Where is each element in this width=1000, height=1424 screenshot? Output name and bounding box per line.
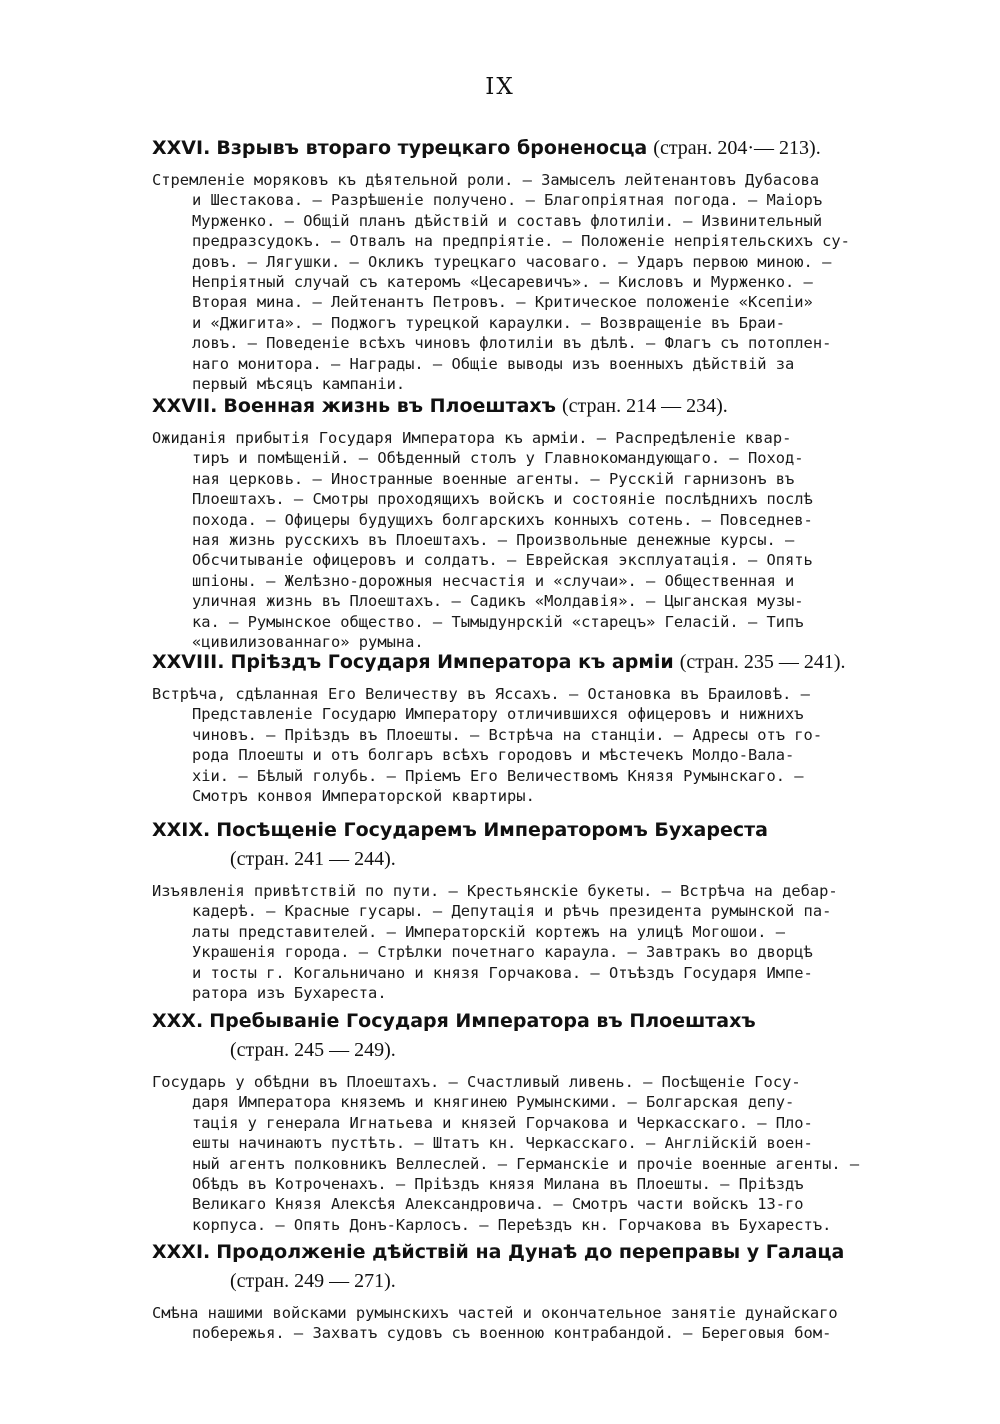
- section-summary: [0, 881, 1000, 1003]
- section-pages: (стран. 245 — 249).: [230, 1039, 396, 1061]
- section-title: Пріѣздъ Государя Императора къ арміи: [230, 651, 674, 673]
- section-title: Взрывъ втораго турецкаго броненосца: [216, 137, 648, 159]
- section-title: Пребываніе Государя Императора въ Плоештахъ: [209, 1010, 756, 1032]
- section-heading: [0, 135, 1000, 162]
- summary-line: Смѣна нашими войсками румынскихъ частей и окончательное занятіе дунайскаго: [152, 1304, 838, 1322]
- section-heading: [0, 817, 1000, 844]
- section-title: Продолженіе дѣйствій на Дунаѣ до переправы у Галаца: [216, 1241, 845, 1263]
- summary-line: уличная жизнь въ Плоештахъ. — Садикъ «Молдавія». — Цыганская музы-: [192, 592, 804, 611]
- summary-line: тиръ и помѣщеній. — Обѣденный столъ у Главнокомандующаго. — Поход-: [192, 449, 804, 468]
- section-summary: [0, 1072, 1000, 1235]
- section-number: XXVII.: [152, 395, 218, 417]
- toc-section: [0, 1008, 1000, 1235]
- summary-line: ратора изъ Бухареста.: [192, 984, 387, 1003]
- summary-line: тація у генерала Игнатьева и князей Горчакова и Черкасскаго. — Пло-: [192, 1113, 813, 1132]
- summary-line: Непріятный случай съ катеромъ «Цесаревичъ». — Кисловъ и Мурженко. —: [192, 273, 813, 292]
- summary-line: наго монитора. — Награды. — Общіе выводы изъ военныхъ дѣйствій за: [192, 354, 795, 373]
- toc-section: [0, 817, 1000, 1003]
- toc-section: [0, 649, 1000, 806]
- toc-section: [0, 135, 1000, 394]
- summary-line: Ожиданія прибытія Государя Императора къ арміи. — Распредѣленіе квар-: [152, 429, 792, 447]
- summary-line: Представленіе Государю Императору отличившихся офицеровъ и нижнихъ: [192, 705, 804, 724]
- section-pages-line: [230, 1268, 1000, 1295]
- section-summary: [0, 1303, 1000, 1344]
- section-number: XXVI.: [152, 137, 211, 159]
- summary-line: «цивилизованнаго» румына.: [192, 633, 424, 652]
- section-heading: [0, 393, 1000, 420]
- summary-line: хіи. — Бѣлый голубь. — Пріемъ Его Величествомъ Князя Румынскаго. —: [192, 766, 804, 785]
- section-pages: (стран. 235 — 241).: [679, 651, 846, 673]
- summary-line: Смотръ конвоя Императорской квартиры.: [192, 787, 535, 806]
- summary-line: первый мѣсяцъ кампаніи.: [192, 375, 406, 394]
- summary-line: чиновъ. — Пріѣздъ въ Плоешты. — Встрѣча на станціи. — Адресы отъ го-: [192, 725, 823, 744]
- section-pages: (стран. 241 — 244).: [230, 848, 396, 870]
- section-title: Военная жизнь въ Плоештахъ: [223, 395, 556, 417]
- section-heading: [0, 1239, 1000, 1266]
- summary-line: похода. — Офицеры будущихъ болгарскихъ конныхъ сотень. — Повседнев-: [192, 510, 813, 529]
- section-summary: [0, 428, 1000, 652]
- section-pages: (стран. 214 — 234).: [562, 395, 728, 417]
- summary-line: латы представителей. — Императорскій кортежъ на улицѣ Могошои. —: [192, 922, 786, 941]
- section-summary: [0, 170, 1000, 394]
- summary-line: предразсудокъ. — Отвалъ на предпріятіе. — Положеніе непріятельскихъ су-: [192, 232, 850, 251]
- section-heading: [0, 649, 1000, 676]
- summary-line: кадерѣ. — Красные гусары. — Депутація и рѣчь президента румынской па-: [192, 902, 832, 921]
- summary-line: корпуса. — Опять Донъ-Карлосъ. — Переѣздъ кн. Горчакова въ Бухарестъ.: [192, 1215, 832, 1234]
- section-number: XXXI.: [152, 1241, 211, 1263]
- summary-line: и тосты г. Когальничано и князя Горчакова. — Отъѣздъ Государя Импе-: [192, 963, 813, 982]
- summary-line: ная жизнь русскихъ въ Плоештахъ. — Произвольные денежные курсы. —: [192, 531, 795, 550]
- summary-line: ный агентъ полковникъ Веллеслей. — Германскіе и прочіе военные агенты. —: [192, 1154, 860, 1173]
- summary-line: ка. — Румынское общество. — Тымыдунрскій «старецъ» Геласій. — Типъ: [192, 612, 804, 631]
- summary-line: и «Джигита». — Поджогъ турецкой караулки. — Возвращеніе въ Браи-: [192, 313, 786, 332]
- section-heading: [0, 1008, 1000, 1035]
- section-number: XXVIII.: [152, 651, 225, 673]
- summary-line: и Шестакова. — Разрѣшеніе получено. — Благопріятная погода. — Маіоръ: [192, 191, 823, 210]
- summary-line: Государь у обѣдни въ Плоештахъ. — Счастливый ливень. — Посѣщеніе Госу-: [152, 1073, 801, 1091]
- summary-line: шпіоны. — Желѣзно-дорожныя несчастія и «случаи». — Общественная и: [192, 571, 795, 590]
- summary-line: даря Императора княземъ и княгинею Румынскими. — Болгарская депу-: [192, 1093, 795, 1112]
- summary-line: побережья. — Захватъ судовъ съ военною контрабандой. — Береговыя бом-: [192, 1324, 832, 1343]
- summary-line: Стремленіе моряковъ къ дѣятельной роли. — Замыселъ лейтенантовъ Дубасова: [152, 171, 820, 189]
- summary-line: Обсчитываніе офицеровъ и солдатъ. — Еврейская эксплуатація. — Опять: [192, 551, 813, 570]
- summary-line: Мурженко. — Общій планъ дѣйствій и составъ флотиліи. — Извинительный: [192, 211, 823, 230]
- section-summary: [0, 684, 1000, 806]
- summary-line: Великаго Князя Алексѣя Александровича. — Смотръ части войскъ 13-го: [192, 1195, 804, 1214]
- summary-line: Плоештахъ. — Смотры проходящихъ войскъ и состояніе послѣднихъ послѣ: [192, 490, 813, 509]
- summary-line: ная церковь. — Иностранные военные агенты. — Русскій гарнизонъ въ: [192, 469, 795, 488]
- section-title: Посѣщеніе Государемъ Императоромъ Бухареста: [216, 819, 768, 841]
- page-number: IX: [485, 74, 515, 100]
- section-number: XXIX.: [152, 819, 211, 841]
- summary-line: ловъ. — Поведеніе всѣхъ чиновъ флотиліи въ дѣлѣ. — Флагъ съ потоплен-: [192, 334, 832, 353]
- summary-line: ешты начинаютъ пустѣть. — Штатъ кн. Черкасскаго. — Англійскій воен-: [192, 1134, 813, 1153]
- summary-line: Украшенія города. — Стрѣлки почетнаго караула. — Завтракъ во дворцѣ: [192, 943, 813, 962]
- section-pages-line: [230, 1037, 1000, 1064]
- summary-line: довъ. — Лягушки. — Окликъ турецкаго часоваго. — Ударъ первою миною. —: [192, 252, 832, 271]
- summary-line: Обѣдъ въ Котроченахъ. — Пріѣздъ князя Милана въ Плоешты. — Пріѣздъ: [192, 1175, 804, 1194]
- toc-section: [0, 393, 1000, 652]
- summary-line: Встрѣча, сдѣланная Его Величеству въ Яссахъ. — Остановка въ Браиловѣ. —: [152, 685, 810, 703]
- toc-section: [0, 1239, 1000, 1344]
- summary-line: рода Плоешты и отъ болгаръ всѣхъ городовъ и мѣстечекъ Молдо-Вала-: [192, 746, 795, 765]
- section-pages: (стран. 204·— 213).: [653, 137, 821, 159]
- section-pages-line: [230, 846, 1000, 873]
- section-number: XXX.: [152, 1010, 204, 1032]
- summary-line: Вторая мина. — Лейтенантъ Петровъ. — Критическое положеніе «Ксепіи»: [192, 293, 813, 312]
- section-pages: (стран. 249 — 271).: [230, 1270, 396, 1292]
- summary-line: Изъявленія привѣтствій по пути. — Крестьянскіе букеты. — Встрѣча на дебар-: [152, 882, 838, 900]
